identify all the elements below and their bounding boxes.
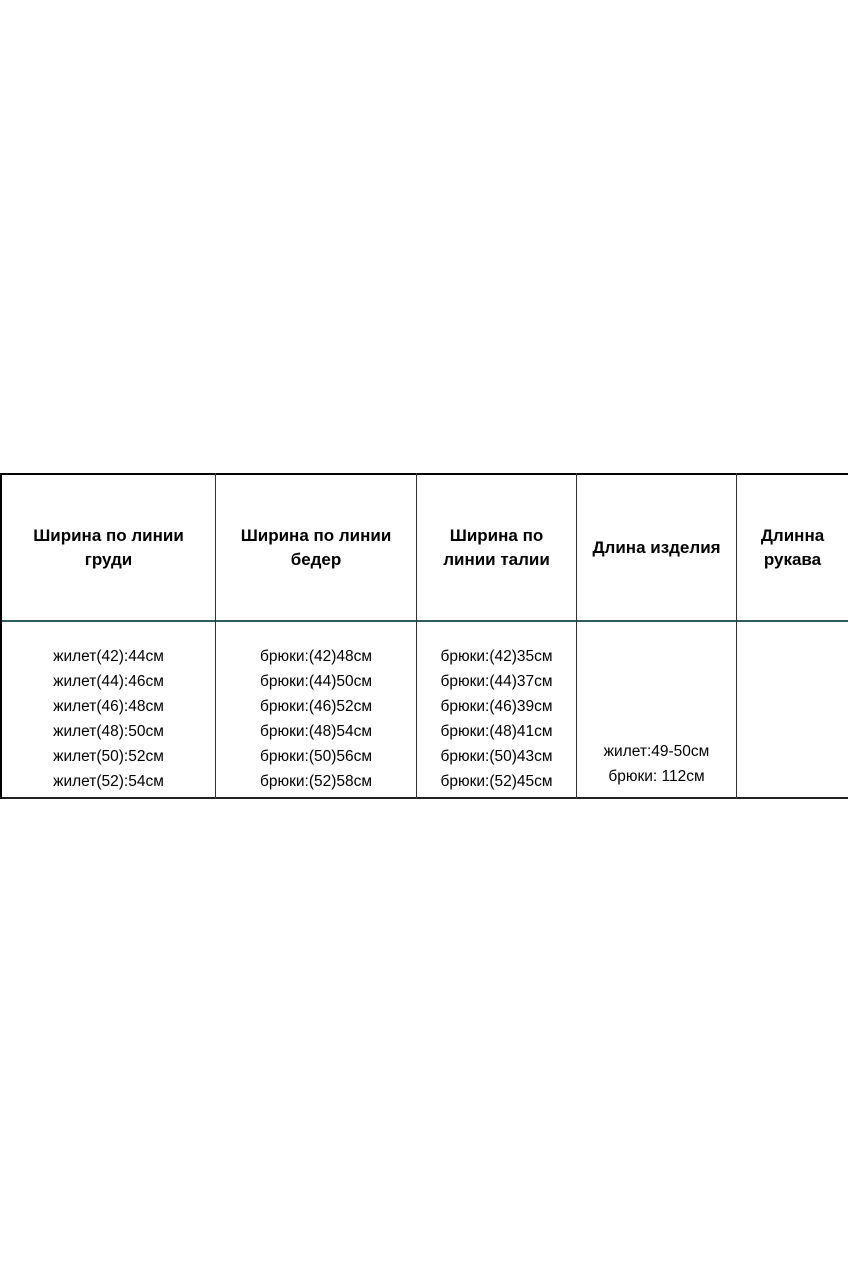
cell-hip-width: [216, 622, 416, 797]
header-waist-width: Ширина по линии талии: [443, 525, 550, 569]
value-line: брюки:(46)39см: [440, 698, 553, 715]
value-line: брюки:(44)37см: [440, 673, 553, 690]
value-line: брюки:(48)54см: [259, 723, 373, 740]
value-line: брюки:(42)35см: [440, 648, 553, 665]
value-line: жилет:49-50см: [603, 743, 710, 760]
value-line: жилет(46):48см: [53, 698, 164, 715]
header-garment-length: Длина изделия: [592, 537, 721, 557]
value-line: брюки:(46)52см: [259, 698, 373, 715]
value-line: брюки:(50)56см: [259, 748, 373, 765]
header-chest-width: Ширина по линии груди: [33, 525, 184, 569]
value-line: жилет(42):44см: [53, 648, 164, 665]
value-line: жилет(48):50см: [53, 723, 164, 740]
cell-waist-width: [417, 622, 576, 797]
value-line: жилет(44):46см: [53, 673, 164, 690]
cell-sleeve-length: [737, 622, 848, 797]
value-line: жилет(52):54см: [53, 773, 164, 790]
value-line: брюки:(52)58см: [259, 773, 373, 790]
value-line: брюки:(48)41см: [440, 723, 553, 740]
value-line: брюки:(52)45см: [440, 773, 553, 790]
table-bottom-border: [0, 797, 848, 799]
header-hip-width: Ширина по линии бедер: [240, 525, 392, 569]
value-line: брюки:(44)50см: [259, 673, 373, 690]
value-line: жилет(50):52см: [53, 748, 164, 765]
cell-garment-length: [577, 622, 736, 797]
value-line: брюки:(42)48см: [259, 648, 373, 665]
size-chart-table: [0, 473, 848, 799]
header-sleeve-length: Длинна рукава: [760, 525, 825, 569]
cell-chest-width: [2, 622, 215, 797]
value-line: брюки:(50)43см: [440, 748, 553, 765]
value-line: брюки: 112см: [608, 768, 705, 785]
